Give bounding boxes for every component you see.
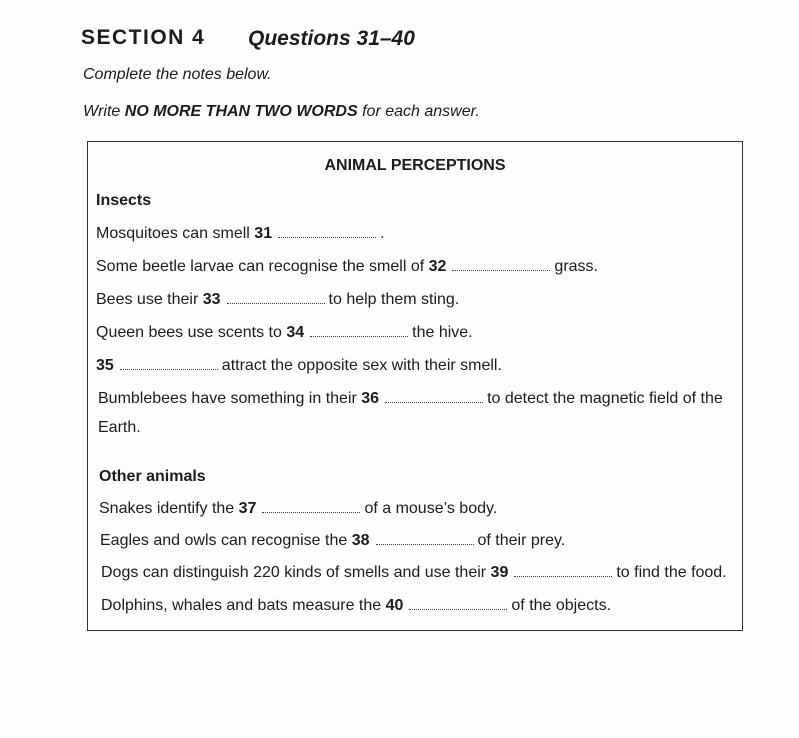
question-34 [96, 324, 473, 342]
q34-text-before: Queen bees use scents to [96, 324, 287, 341]
notes-box [87, 141, 743, 631]
q31-text-after: . [380, 225, 385, 242]
q39-number: 39 [490, 564, 509, 581]
q37-number: 37 [238, 500, 257, 517]
instruction-suffix: for each answer. [357, 103, 480, 120]
q39-text-after: to find the food. [616, 564, 727, 581]
question-36 [98, 384, 734, 442]
q35-number: 35 [96, 357, 114, 374]
instruction-complete: Complete the notes below. [83, 66, 272, 83]
instruction-bold: NO MORE THAN TWO WORDS [124, 103, 358, 120]
q36-number: 36 [361, 390, 380, 407]
question-31 [96, 225, 385, 243]
q33-text-after: to help them sting. [328, 291, 460, 308]
q33-text-before: Bees use their [96, 291, 203, 308]
answer-blank-33[interactable] [227, 303, 325, 304]
q35-text-after: attract the opposite sex with their smell. [221, 357, 502, 374]
answer-blank-36[interactable] [385, 402, 483, 403]
q40-number: 40 [385, 597, 404, 614]
q40-text-after: of the objects. [511, 597, 612, 614]
instruction-word-limit [83, 103, 480, 121]
other-animals-heading: Other animals [99, 468, 206, 485]
section-heading: SECTION 4 [81, 26, 206, 49]
question-38 [100, 532, 565, 550]
answer-blank-40[interactable] [409, 609, 507, 610]
q39-text-before: Dogs can distinguish 220 kinds of smells and use their [101, 564, 491, 581]
q32-number: 32 [428, 258, 447, 275]
q31-text-before: Mosquitoes can smell [96, 225, 255, 242]
questions-range: Questions 31–40 [248, 27, 415, 50]
q32-text-before: Some beetle larvae can recognise the smell of [96, 258, 429, 275]
q38-text-before: Eagles and owls can recognise the [100, 532, 352, 549]
answer-blank-37[interactable] [262, 512, 360, 513]
answer-blank-39[interactable] [514, 576, 612, 577]
question-39 [101, 564, 727, 582]
q38-number: 38 [351, 532, 370, 549]
q32-text-after: grass. [554, 258, 598, 275]
answer-blank-32[interactable] [452, 270, 550, 271]
answer-blank-35[interactable] [120, 369, 218, 370]
q31-number: 31 [254, 225, 273, 242]
q37-text-before: Snakes identify the [99, 500, 239, 517]
q33-number: 33 [202, 291, 221, 308]
question-40 [101, 597, 611, 615]
q38-text-after: of their prey. [477, 532, 566, 549]
question-35 [96, 357, 502, 375]
question-33 [96, 291, 459, 309]
answer-blank-34[interactable] [310, 336, 408, 337]
insects-heading: Insects [96, 192, 152, 209]
q34-text-after: the hive. [412, 324, 473, 341]
notes-title: ANIMAL PERCEPTIONS [324, 157, 506, 174]
q36-text-after: to detect the magnetic field of the Earth. [98, 390, 723, 436]
question-32 [96, 258, 598, 276]
answer-blank-31[interactable] [278, 237, 376, 238]
answer-blank-38[interactable] [376, 544, 474, 545]
q37-text-after: of a mouse’s body. [364, 500, 498, 517]
q40-text-before: Dolphins, whales and bats measure the [101, 597, 386, 614]
q34-number: 34 [286, 324, 305, 341]
question-37 [99, 500, 497, 518]
q36-text-before: Bumblebees have something in their [98, 390, 362, 407]
instruction-prefix: Write [83, 103, 125, 120]
